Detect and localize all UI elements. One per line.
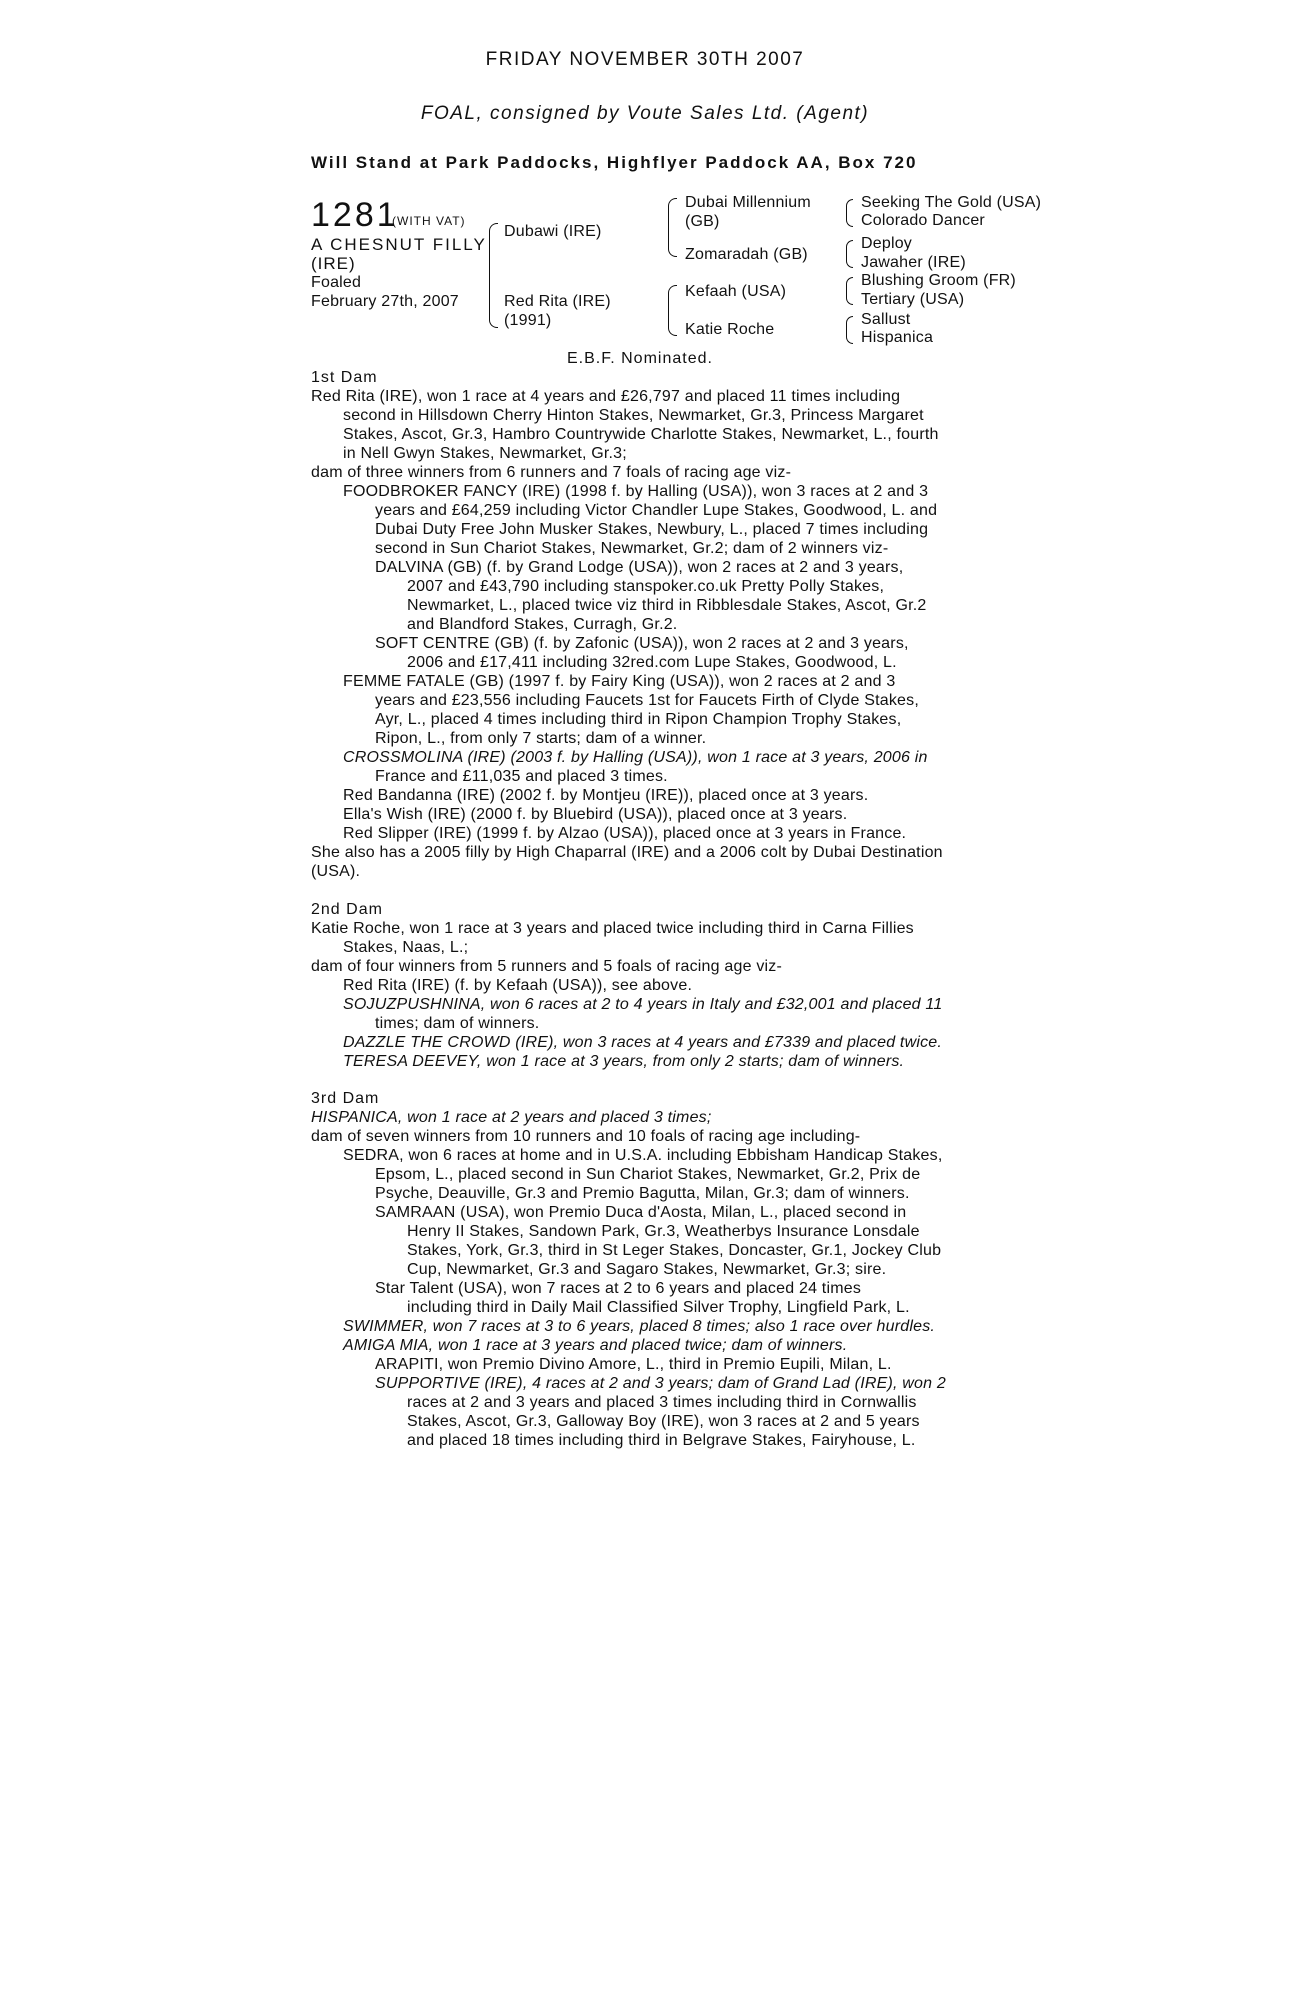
third-dam-line: SEDRA, won 6 races at home and in U.S.A. including Ebbisham Handicap Stakes, (343, 1147, 943, 1164)
third-dam-line: Cup, Newmarket, Gr.3 and Sagaro Stakes, Newmarket, Gr.3; sire. (407, 1261, 887, 1278)
third-dam-line: and placed 18 times including third in Belgrave Stakes, Fairyhouse, L. (407, 1432, 916, 1449)
pedigree-g3-5: Blushing Groom (FR) (861, 272, 1016, 289)
third-dam-line: SAMRAAN (USA), won Premio Duca d'Aosta, Milan, L., placed second in (375, 1204, 907, 1221)
first-dam-heading: 1st Dam (311, 369, 378, 386)
second-dam-heading: 2nd Dam (311, 901, 383, 918)
foaled-label: Foaled (311, 274, 362, 291)
pedigree-brace-g3b (846, 240, 853, 268)
third-dam-line: SUPPORTIVE (IRE), 4 races at 2 and 3 years; dam of Grand Lad (IRE), won 2 (375, 1375, 946, 1392)
first-dam-line: SOFT CENTRE (GB) (f. by Zafonic (USA)), won 2 races at 2 and 3 years, (375, 635, 909, 652)
pedigree-sire-sire-origin: (GB) (685, 213, 720, 230)
first-dam-line: Stakes, Ascot, Gr.3, Hambro Countrywide Charlotte Stakes, Newmarket, L., fourth (343, 426, 939, 443)
pedigree-brace-g3a (846, 199, 853, 227)
second-dam-line: SOJUZPUSHNINA, won 6 races at 2 to 4 years in Italy and £32,001 and placed 11 (343, 996, 943, 1013)
first-dam-line: FEMME FATALE (GB) (1997 f. by Fairy King (USA)), won 2 races at 2 and 3 (343, 673, 896, 690)
third-dam-line: Psyche, Deauville, Gr.3 and Premio Bagutta, Milan, Gr.3; dam of winners. (375, 1185, 910, 1202)
consignor-line: FOAL, consigned by Voute Sales Ltd. (Agent) (420, 103, 870, 124)
pedigree-sire: Dubawi (IRE) (504, 223, 602, 240)
third-dam-line: HISPANICA, won 1 race at 2 years and placed 3 times; (311, 1109, 712, 1126)
first-dam-line: Newmarket, L., placed twice viz third in Ribblesdale Stakes, Ascot, Gr.2 (407, 597, 927, 614)
first-dam-line: CROSSMOLINA (IRE) (2003 f. by Halling (USA)), won 1 race at 3 years, 2006 in (343, 749, 928, 766)
first-dam-line: Red Rita (IRE), won 1 race at 4 years and £26,797 and placed 11 times including (311, 388, 901, 405)
first-dam-line: Ella's Wish (IRE) (2000 f. by Bluebird (USA)), placed once at 3 years. (343, 806, 848, 823)
pedigree-dam: Red Rita (IRE) (504, 293, 611, 310)
second-dam-line: DAZZLE THE CROWD (IRE), won 3 races at 4 years and £7339 and placed twice. (343, 1034, 943, 1051)
third-dam-line: races at 2 and 3 years and placed 3 times including third in Cornwallis (407, 1394, 917, 1411)
pedigree-g3-7: Sallust (861, 311, 911, 328)
first-dam-line: Ripon, L., from only 7 starts; dam of a winner. (375, 730, 707, 747)
pedigree-brace-g3c (846, 277, 853, 305)
ebf-nomination: E.B.F. Nominated. (567, 350, 713, 367)
pedigree-sire-sire: Dubai Millennium (685, 194, 811, 211)
pedigree-g3-6: Tertiary (USA) (861, 291, 965, 308)
third-dam-line: SWIMMER, won 7 races at 3 to 6 years, placed 8 times; also 1 race over hurdles. (343, 1318, 936, 1335)
first-dam-line: France and £11,035 and placed 3 times. (375, 768, 668, 785)
pedigree-g3-2: Colorado Dancer (861, 212, 985, 229)
third-dam-line: AMIGA MIA, won 1 race at 3 years and placed twice; dam of winners. (343, 1337, 848, 1354)
first-dam-line: dam of three winners from 6 runners and 7 foals of racing age viz- (311, 464, 792, 481)
second-dam-line: TERESA DEEVEY, won 1 race at 3 years, from only 2 starts; dam of winners. (343, 1053, 905, 1070)
third-dam-line: ARAPITI, won Premio Divino Amore, L., third in Premio Eupili, Milan, L. (375, 1356, 892, 1373)
second-dam-line: Katie Roche, won 1 race at 3 years and placed twice including third in Carna Fillies (311, 920, 914, 937)
pedigree-brace-dam (668, 285, 677, 336)
stand-location: Will Stand at Park Paddocks, Highflyer Paddock AA, Box 720 (311, 153, 918, 172)
pedigree-g3-4: Jawaher (IRE) (861, 254, 966, 271)
pedigree-brace-g3d (846, 316, 853, 344)
first-dam-line: Red Slipper (IRE) (1999 f. by Alzao (USA)), placed once at 3 years in France. (343, 825, 907, 842)
first-dam-line: She also has a 2005 filly by High Chaparral (IRE) and a 2006 colt by Dubai Destination (311, 844, 943, 861)
first-dam-line: Ayr, L., placed 4 times including third in Ripon Champion Trophy Stakes, (375, 711, 902, 728)
pedigree-brace-sire (668, 198, 677, 257)
third-dam-line: Henry II Stakes, Sandown Park, Gr.3, Weatherbys Insurance Lonsdale (407, 1223, 920, 1240)
first-dam-line: Red Bandanna (IRE) (2002 f. by Montjeu (IRE)), placed once at 3 years. (343, 787, 869, 804)
first-dam-line: DALVINA (GB) (f. by Grand Lodge (USA)), won 2 races at 2 and 3 years, (375, 559, 904, 576)
third-dam-line: Stakes, York, Gr.3, third in St Leger Stakes, Doncaster, Gr.1, Jockey Club (407, 1242, 942, 1259)
first-dam-line: second in Hillsdown Cherry Hinton Stakes, Newmarket, Gr.3, Princess Margaret (343, 407, 924, 424)
third-dam-line: dam of seven winners from 10 runners and 10 foals of racing age including- (311, 1128, 861, 1145)
first-dam-line: second in Sun Chariot Stakes, Newmarket, Gr.2; dam of 2 winners viz- (375, 540, 889, 557)
third-dam-line: Stakes, Ascot, Gr.3, Galloway Boy (IRE), won 3 races at 2 and 5 years (407, 1413, 920, 1430)
third-dam-line: Star Talent (USA), won 7 races at 2 to 6 years and placed 24 times (375, 1280, 862, 1297)
first-dam-line: 2006 and £17,411 including 32red.com Lupe Stakes, Goodwood, L. (407, 654, 897, 671)
second-dam-line: Stakes, Naas, L.; (343, 939, 469, 956)
first-dam-line: years and £23,556 including Faucets 1st for Faucets Firth of Clyde Stakes, (375, 692, 919, 709)
first-dam-line: 2007 and £43,790 including stanspoker.co.uk Pretty Polly Stakes, (407, 578, 885, 595)
foaled-date: February 27th, 2007 (311, 293, 459, 310)
first-dam-line: and Blandford Stakes, Curragh, Gr.2. (407, 616, 678, 633)
lot-description-origin: (IRE) (311, 254, 356, 273)
lot-description: A CHESNUT FILLY (311, 235, 487, 254)
second-dam-line: times; dam of winners. (375, 1015, 540, 1032)
sale-date: FRIDAY NOVEMBER 30TH 2007 (485, 49, 805, 70)
pedigree-g3-8: Hispanica (861, 329, 934, 346)
vat-note: (WITH VAT) (392, 214, 466, 228)
pedigree-g3-1: Seeking The Gold (USA) (861, 194, 1042, 211)
third-dam-heading: 3rd Dam (311, 1090, 380, 1107)
first-dam-line: Dubai Duty Free John Musker Stakes, Newbury, L., placed 7 times including (375, 521, 929, 538)
first-dam-line: (USA). (311, 863, 361, 880)
third-dam-line: including third in Daily Mail Classified Silver Trophy, Lingfield Park, L. (407, 1299, 910, 1316)
second-dam-line: dam of four winners from 5 runners and 5 foals of racing age viz- (311, 958, 782, 975)
pedigree-dam-sire: Kefaah (USA) (685, 283, 787, 300)
second-dam-line: Red Rita (IRE) (f. by Kefaah (USA)), see above. (343, 977, 693, 994)
lot-number: 1281 (311, 196, 399, 234)
pedigree-dam-year: (1991) (504, 312, 552, 329)
pedigree-brace-main (489, 223, 498, 328)
first-dam-line: FOODBROKER FANCY (IRE) (1998 f. by Halling (USA)), won 3 races at 2 and 3 (343, 483, 929, 500)
pedigree-sire-dam: Zomaradah (GB) (685, 246, 808, 263)
first-dam-line: years and £64,259 including Victor Chandler Lupe Stakes, Goodwood, L. and (375, 502, 938, 519)
third-dam-line: Epsom, L., placed second in Sun Chariot Stakes, Newmarket, Gr.2, Prix de (375, 1166, 921, 1183)
pedigree-dam-dam: Katie Roche (685, 321, 775, 338)
first-dam-line: in Nell Gwyn Stakes, Newmarket, Gr.3; (343, 445, 627, 462)
pedigree-g3-3: Deploy (861, 235, 913, 252)
